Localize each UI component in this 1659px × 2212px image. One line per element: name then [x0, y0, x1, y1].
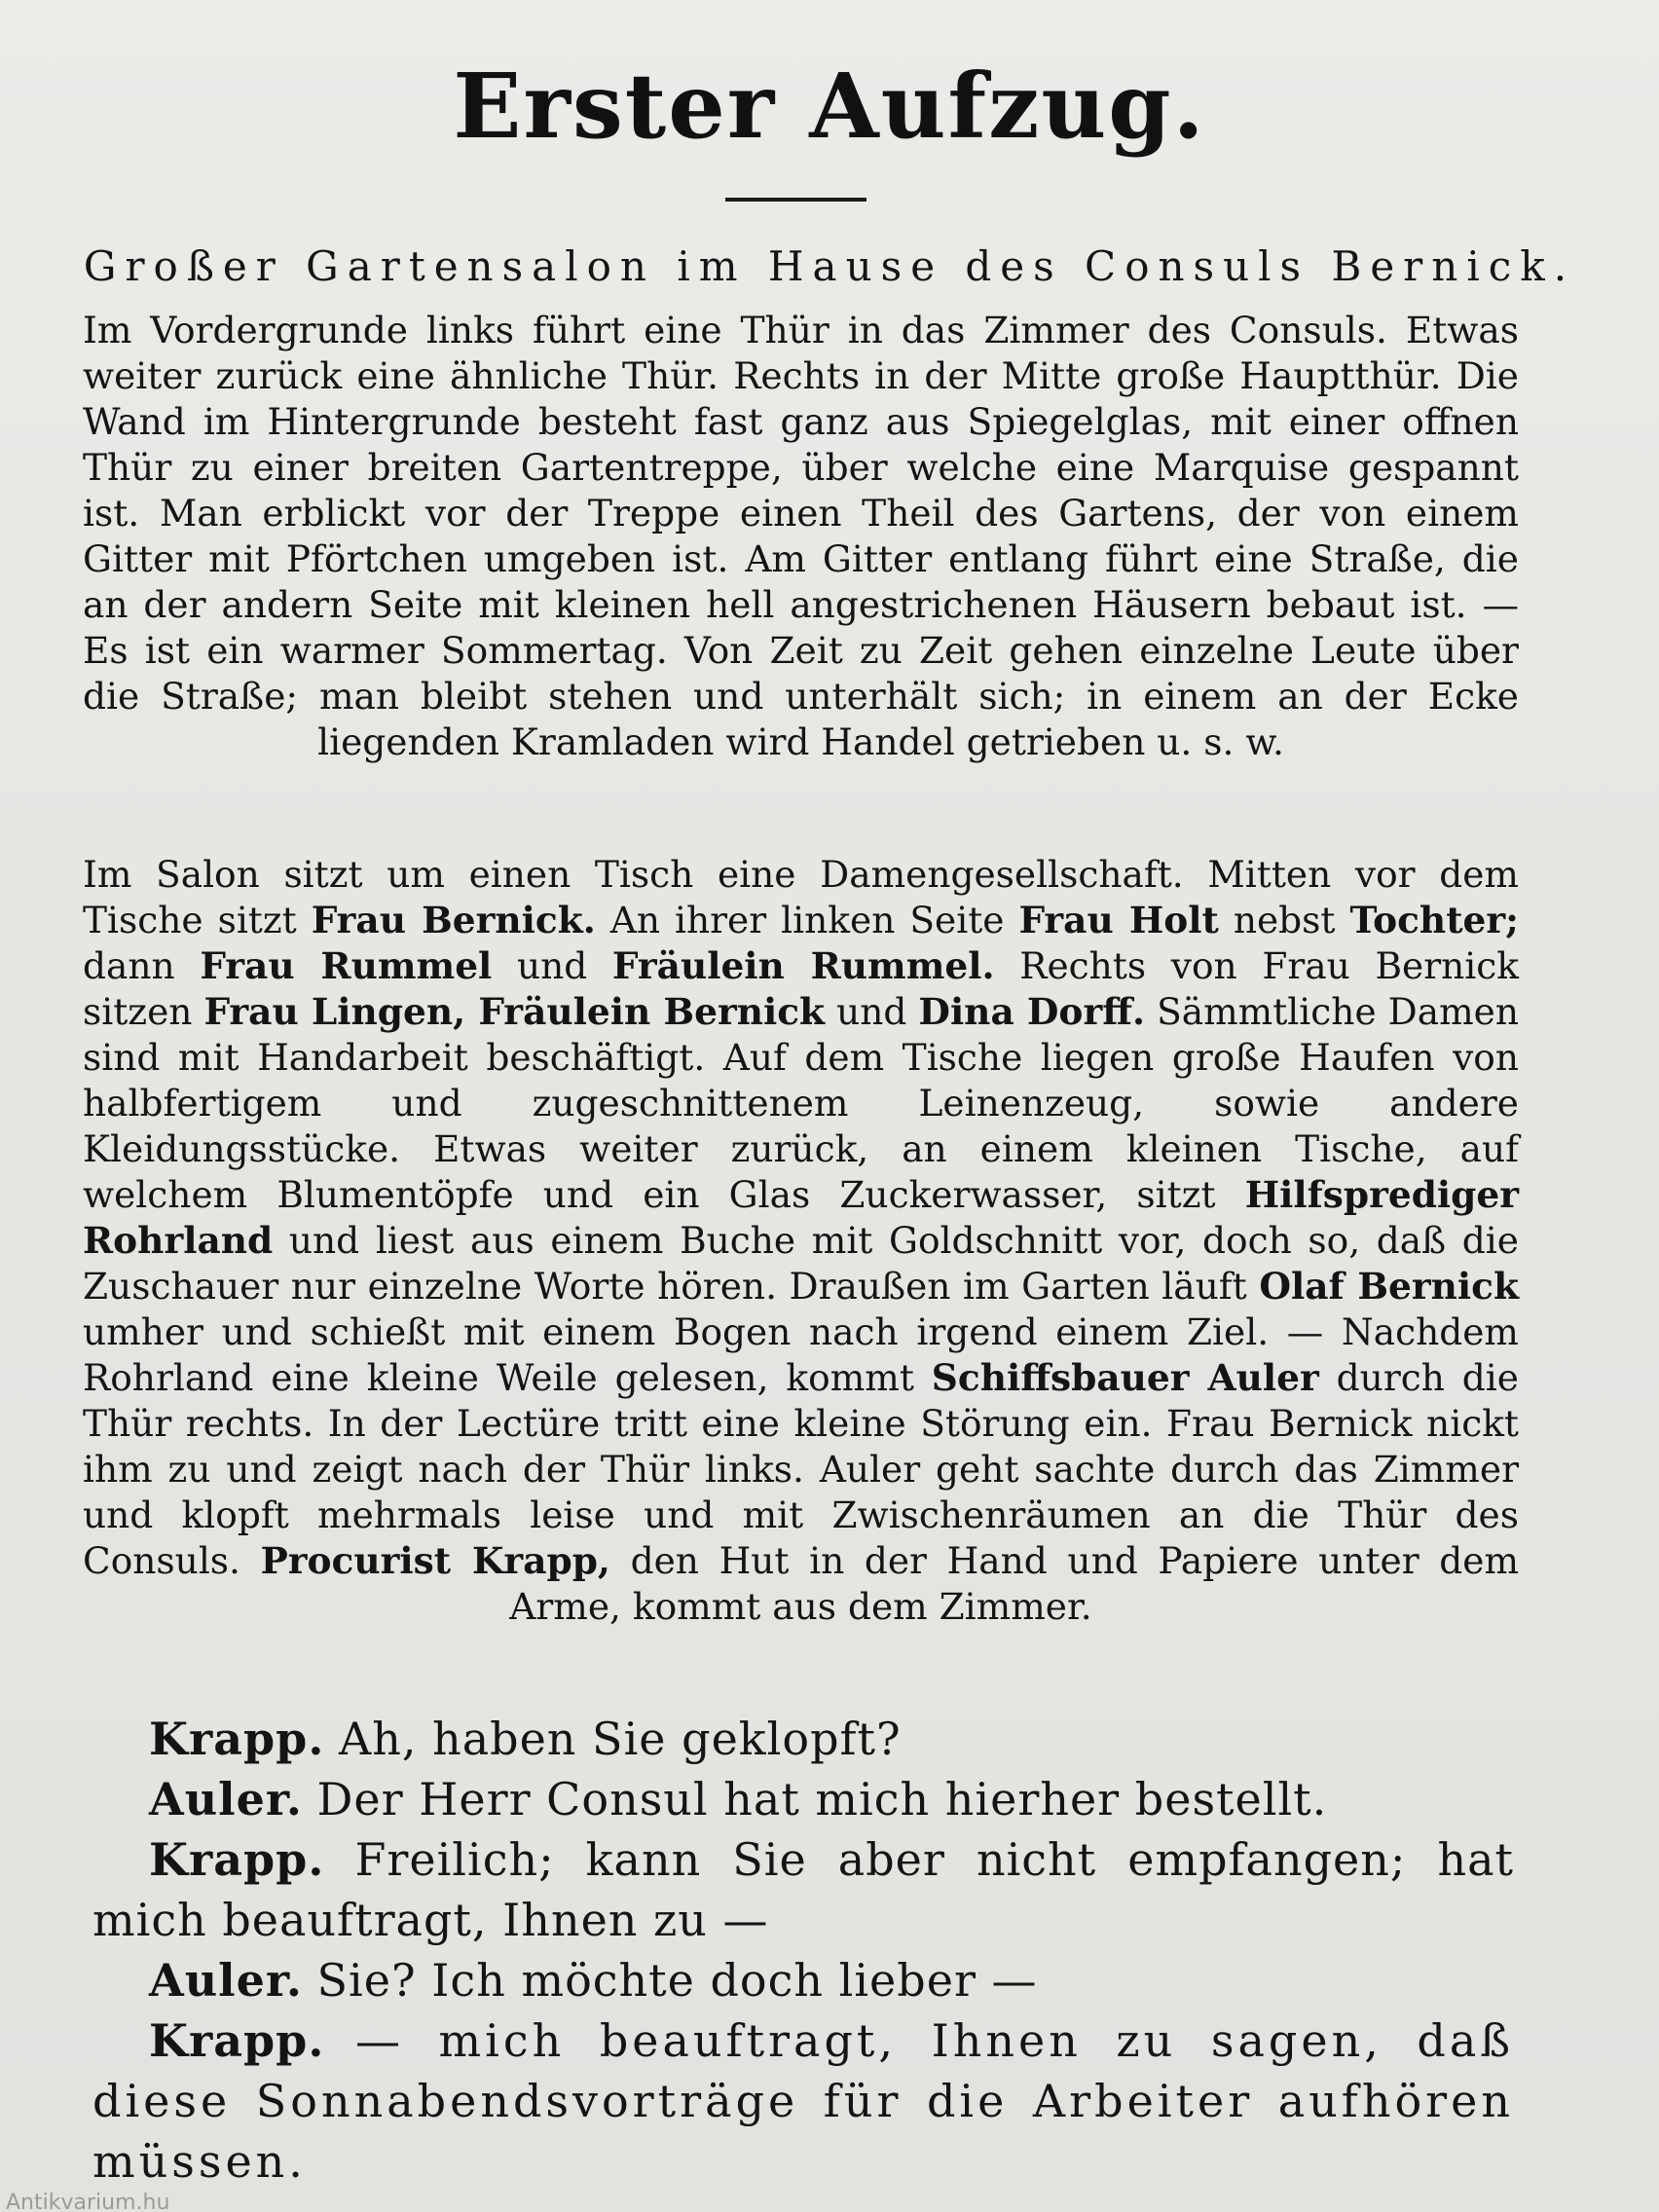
stage-text: durch die Thür rechts. In der Lectüre tritt eine kleine Störung ein. Frau Bernick nickt ihm zu und zeigt nach der Thür links. Auler geht sachte durch das Zimmer und klopft mehrmals leise und mit Zwischenräumen an die Thür des Consuls. — [83, 1356, 1519, 1582]
speech-text: Der Herr Consul hat mich hierher bestellt. — [316, 1773, 1328, 1825]
speech-text: — mich beauftragt, Ihnen zu sagen, daß diese Sonnabendsvorträge für die Arbeiter aufhören müssen. — [92, 2014, 1514, 2188]
speech-text: Ah, haben Sie geklopft? — [339, 1713, 902, 1765]
character-name: Frau Lingen, Fräulein Bernick — [203, 990, 826, 1033]
scene-setting: Großer Gartensalon im Hause des Consuls Bernick. — [83, 242, 1576, 290]
stage-text: umher und schießt mit einem Bogen nach irgend einem Ziel. — Nachdem Rohrland eine kleine Weile gelesen, kommt — [83, 1310, 1519, 1399]
dialogue-line — [92, 1829, 1514, 1950]
dialogue-line — [92, 1769, 1514, 1829]
character-name: Dina Dorff. — [918, 990, 1146, 1033]
character-name: Olaf Bernick — [1259, 1265, 1519, 1308]
stage-text: und — [492, 944, 612, 987]
character-name: Tochter; — [1349, 899, 1519, 941]
stage-text: Im Salon sitzt um einen Tisch eine Damengesellschaft. Mitten vor dem Tische sitzt — [83, 853, 1519, 941]
character-name: Frau Holt — [1018, 899, 1219, 941]
title-divider — [725, 198, 866, 202]
stage-direction-characters — [83, 852, 1519, 1630]
stage-text: und liest aus einem Buche mit Goldschnitt vor, doch so, daß die Zuschauer nur einzelne Worte hören. Draußen im Garten läuft — [83, 1219, 1519, 1308]
stage-text: dann — [83, 944, 201, 987]
speaker-name: Krapp. — [149, 1713, 325, 1765]
dialogue-line — [92, 1709, 1514, 1769]
stage-text: den Hut in der Hand und Papiere unter dem Arme, kommt aus dem Zimmer. — [509, 1539, 1520, 1628]
speaker-name: Auler. — [149, 1954, 303, 2007]
dialogue-line — [92, 1950, 1514, 2010]
stage-text: Rechts von Frau Bernick sitzen — [83, 944, 1519, 1033]
speaker-name: Krapp. — [149, 2014, 325, 2067]
stage-text: An ihrer linken Seite — [595, 899, 1019, 941]
character-name: Hilfsprediger Rohrland — [83, 1173, 1519, 1262]
stage-text: Sämmtliche Damen sind mit Handarbeit beschäftigt. Auf dem Tische liegen große Haufen von halbfertigem und zugeschnittenem Leinenzeug, sowie andere Kleidungsstücke. Etwas weiter zurück, an einem kleinen Tische, auf welchem Blumentöpfe und ein Glas Zuckerwasser, sitzt — [83, 990, 1519, 1216]
dialogue-line — [92, 2010, 1514, 2192]
dialogue-block — [92, 1709, 1514, 2192]
act-title: Erster Aufzug. — [453, 54, 1206, 159]
character-name: Frau Rummel — [200, 944, 493, 987]
character-name: Procurist Krapp, — [260, 1539, 610, 1582]
stage-text: nebst — [1218, 899, 1350, 941]
character-name: Schiffsbauer Auler — [931, 1356, 1319, 1399]
stage-direction-setting: Im Vordergrunde links führt eine Thür in das Zimmer des Consuls. Etwas weiter zurück eine ähnliche Thür. Rechts in der Mitte große Hauptthür. Die Wand im Hintergrunde besteht fast ganz aus Spiegelglas, mit einer offnen Thür zu einer breiten Gartentreppe, über welche eine Marquise gespannt ist. Man erblickt vor der Treppe einen Theil des Gartens, der von einem Gitter mit Pförtchen umgeben ist. Am Gitter entlang führt eine Straße, die an der andern Seite mit kleinen hell angestrichenen Häusern bebaut ist. — Es ist ein warmer Sommertag. Von Zeit zu Zeit gehen einzelne Leute über die Straße; man bleibt stehen und unterhält sich; in einem an der Ecke liegenden Kramladen wird Handel getrieben u. s. w. — [83, 309, 1519, 763]
watermark: Antikvarium.hu — [6, 2191, 170, 2212]
speaker-name: Krapp. — [149, 1833, 325, 1886]
speech-text: Freilich; kann Sie aber nicht empfangen; hat mich beauftragt, Ihnen zu — — [92, 1833, 1515, 1946]
character-name: Fräulein Rummel. — [611, 944, 995, 987]
speaker-name: Auler. — [149, 1773, 303, 1825]
speech-text: Sie? Ich möchte doch lieber — — [316, 1954, 1038, 2007]
stage-text: und — [825, 990, 919, 1033]
character-name: Frau Bernick. — [311, 899, 596, 941]
